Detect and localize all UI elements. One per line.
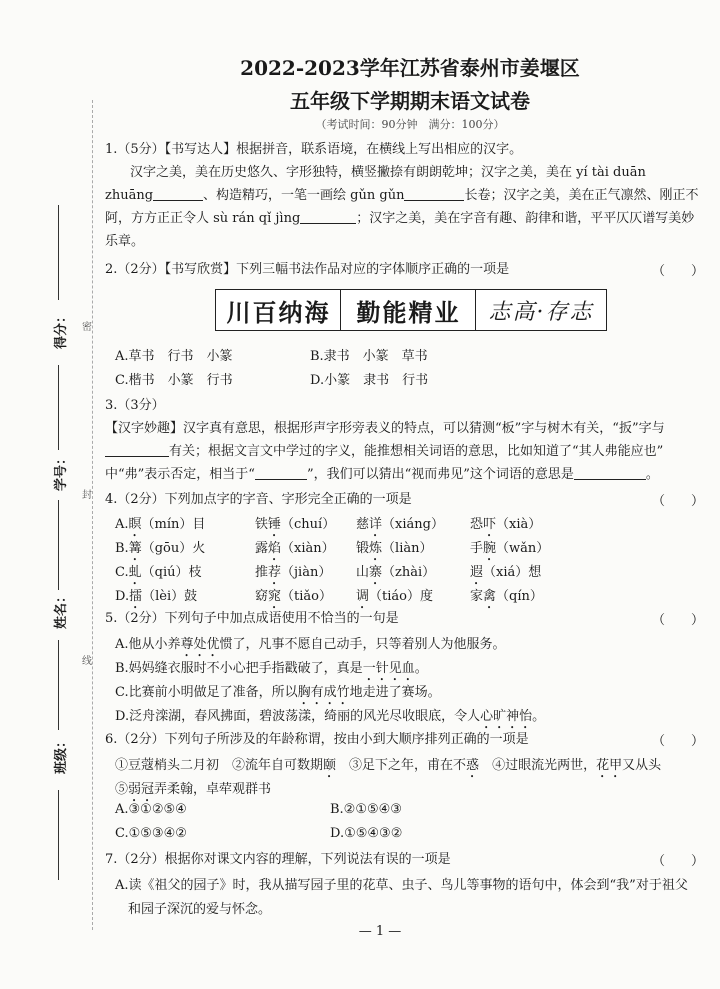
student-id-label: 学号： bbox=[54, 451, 70, 492]
q4-d-word2: 窈窕（tiǎo） bbox=[255, 589, 332, 604]
q4-c-word4: 遐（xiá）想 bbox=[470, 565, 542, 580]
q4-a-word4: 恐吓（xià） bbox=[470, 517, 542, 532]
q4-c-word2: 推荐（jiàn） bbox=[255, 565, 332, 580]
margin-line-2 bbox=[58, 365, 59, 450]
margin-line-1 bbox=[58, 205, 59, 300]
q1-line3: 阿，方方正正令人 sù rán qǐ jìng ；汉字之美，美在字音有趣、韵律和谐，平平仄仄谱写美妙 bbox=[105, 211, 695, 226]
page-subtitle: 五年级下学期期末语文试卷 bbox=[290, 89, 530, 113]
page-title: 2022-2023学年江苏省泰州市姜堰区 bbox=[240, 56, 580, 80]
margin-line-5 bbox=[58, 790, 59, 880]
score-label: 得分： bbox=[54, 309, 70, 350]
q4-head: 4.（2分）下列加点字的字音、字形完全正确的一项是 bbox=[105, 492, 412, 507]
seal-mi: 密 bbox=[82, 322, 92, 333]
calligraphy-2: 勤能精业 bbox=[340, 289, 477, 331]
seal-feng: 封 bbox=[82, 490, 92, 501]
class-label: 班级： bbox=[54, 734, 70, 775]
q1-head: 1.（5分）【书写达人】根据拼音，联系语境，在横线上写出相应的汉字。 bbox=[105, 142, 523, 157]
name-label: 姓名： bbox=[54, 589, 70, 630]
answer-paren[interactable]: （ ） bbox=[652, 734, 705, 749]
answer-blank[interactable] bbox=[404, 186, 464, 201]
q6-option-a[interactable]: A.③①②⑤④ bbox=[115, 802, 187, 817]
q4-c-word3: 山寨（zhài） bbox=[356, 565, 436, 580]
q1-line2: zhuāng 、构造精巧，一笔一画绘 gǔn gǔn 长卷；汉字之美，美在正气凛然、刚正不 bbox=[105, 188, 699, 203]
q4-d-word3: 调（tiáo）度 bbox=[356, 589, 433, 604]
q7-option-a-line1[interactable]: A.读《祖父的园子》时，我从描写园子里的花草、虫子、鸟儿等事物的语句中，体会到“我”对于祖父 bbox=[115, 878, 688, 893]
q6-option-b[interactable]: B.②①⑤④③ bbox=[330, 802, 402, 817]
answer-blank[interactable] bbox=[255, 465, 307, 480]
q5-option-c[interactable]: C.比赛前小明做足了准备，所以胸有成竹地走进了赛场。 bbox=[115, 685, 441, 700]
answer-blank[interactable] bbox=[153, 186, 203, 201]
q6-items-line1: ①豆蔻梢头二月初 ②流年自可数期颐 ③足下之年，甫在不惑 ④过眼流光两世，花甲又从头 bbox=[115, 758, 662, 773]
seal-dash-line bbox=[92, 100, 93, 930]
page-number: — 1 — bbox=[358, 924, 402, 939]
answer-blank[interactable] bbox=[105, 442, 169, 457]
q4-a-word2: 铁锤（chuí） bbox=[255, 517, 336, 532]
q6-option-d[interactable]: D.①⑤④③② bbox=[330, 826, 403, 841]
q3-line3: 中“弗”表示否定，相当于“ ”，我们可以猜出“视而弗见”这个词语的意思是 。 bbox=[105, 467, 659, 482]
calligraphy-3: 志高·存志 bbox=[475, 289, 607, 331]
q3-line1: 【汉字妙趣】汉字真有意思，根据形声字形旁表义的特点，可以猜测“板”字与树木有关，“扳”字与 bbox=[105, 421, 665, 436]
q4-option-d[interactable]: D.擂（lèi）鼓 bbox=[115, 589, 198, 604]
q5-option-d[interactable]: D.泛舟滦湖，春风拂面，碧波荡漾，绮丽的风光尽收眼底，令人心旷神怡。 bbox=[115, 709, 546, 724]
q5-head: 5.（2分）下列句子中加点成语使用不恰当的一句是 bbox=[105, 611, 399, 626]
answer-paren[interactable]: （ ） bbox=[652, 264, 705, 279]
q5-option-b[interactable]: B.妈妈缝衣服时不小心把手指戳破了，真是一针见血。 bbox=[115, 661, 428, 676]
q7-option-a-line2: 和园子深沉的爱与怀念。 bbox=[128, 902, 272, 917]
answer-paren[interactable]: （ ） bbox=[652, 494, 705, 509]
q2-option-d[interactable]: D.小篆 隶书 行书 bbox=[310, 373, 429, 388]
seal-xian: 线 bbox=[82, 656, 92, 667]
q3-line2: 有关；根据文言文中学过的字义，能推想相关词语的意思，比如知道了“其人弗能应也” bbox=[105, 442, 663, 462]
q4-option-c[interactable]: C.虬（qiú）枝 bbox=[115, 565, 202, 580]
q4-option-a[interactable]: A.瞑（mín）目 bbox=[115, 517, 206, 532]
exam-info: （考试时间：90分钟 满分：100分） bbox=[315, 118, 505, 131]
q4-a-word3: 慈详（xiáng） bbox=[356, 517, 444, 532]
answer-blank[interactable] bbox=[300, 209, 356, 224]
q2-option-c[interactable]: C.楷书 小篆 行书 bbox=[115, 373, 233, 388]
answer-paren[interactable]: （ ） bbox=[652, 613, 705, 628]
q5-option-a[interactable]: A.他从小养尊处优惯了，凡事不愿自己动手，只等着别人为他服务。 bbox=[115, 637, 506, 652]
q4-option-b[interactable]: B.篝（gōu）火 bbox=[115, 541, 206, 556]
margin-line-4 bbox=[58, 640, 59, 730]
answer-blank[interactable] bbox=[574, 465, 646, 480]
calligraphy-1: 川百纳海 bbox=[215, 289, 342, 331]
q3-head: 3.（3分） bbox=[105, 398, 165, 413]
q4-b-word3: 锻炼（liàn） bbox=[356, 541, 433, 556]
q6-head: 6.（2分）下列句子所涉及的年龄称谓，按由小到大顺序排列正确的一项是 bbox=[105, 732, 529, 747]
answer-paren[interactable]: （ ） bbox=[652, 854, 705, 869]
q4-d-word4: 家禽（qín） bbox=[470, 589, 543, 604]
margin-line-3 bbox=[58, 500, 59, 590]
q4-b-word2: 露焰（xiàn） bbox=[255, 541, 335, 556]
q4-b-word4: 手腕（wǎn） bbox=[470, 541, 550, 556]
q1-line4: 乐章。 bbox=[105, 234, 145, 249]
q2-option-a[interactable]: A.草书 行书 小篆 bbox=[115, 349, 233, 364]
q2-option-b[interactable]: B.隶书 小篆 草书 bbox=[310, 349, 428, 364]
q7-head: 7.（2分）根据你对课文内容的理解，下列说法有误的一项是 bbox=[105, 852, 451, 867]
q1-line1: 汉字之美，美在历史悠久、字形独特，横竖撇捺有朗朗乾坤；汉字之美，美在 yí tài duān bbox=[130, 165, 646, 180]
q6-option-c[interactable]: C.①⑤③④② bbox=[115, 826, 187, 841]
q6-items-line2: ⑤弱冠弄柔翰，卓荦观群书 bbox=[115, 782, 272, 797]
q2-head: 2.（2分）【书写欣赏】下列三幅书法作品对应的字体顺序正确的一项是 bbox=[105, 262, 510, 277]
